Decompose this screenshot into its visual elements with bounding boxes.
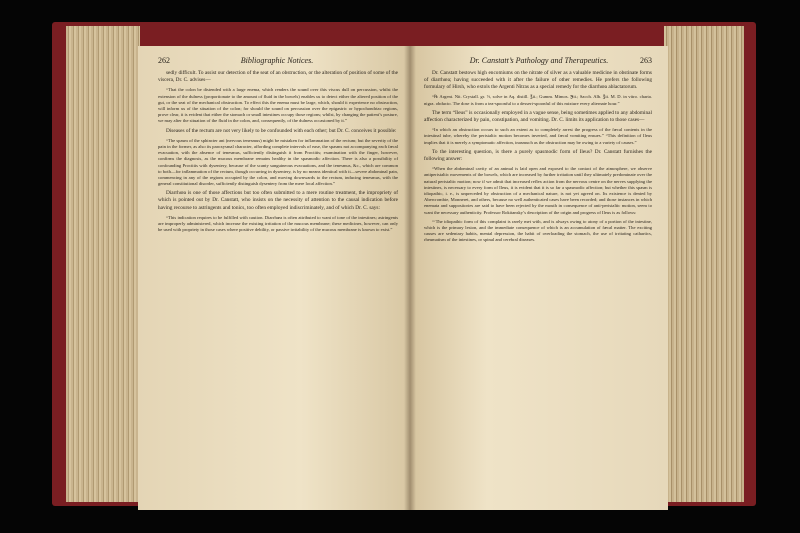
left-page bbox=[138, 46, 410, 510]
right-page-number: 263 bbox=[640, 56, 652, 65]
body-paragraph: Diarrhœa is one of those affections but too often submitted to a mere routine treatment, the impropriety of which is pointed out by Dr. Canstatt, who insists on the necessity of attention to the causal indication before having recourse to astringents and tonics, too often employed indiscriminately, and of which Dr. C. says: bbox=[158, 190, 398, 211]
right-running-header bbox=[424, 56, 652, 65]
book-gutter bbox=[404, 46, 416, 510]
right-page-edges bbox=[664, 26, 744, 502]
quoted-paragraph: “℞ Argent. Nit. Crystall. gr. ½, solve in Aq. distill. ℥ii.; Gumm. Mimos. ℈ii.; Sacch. Alb. ℥ii. M. D. in vitro. charta. nigra. obducto. The dose is from a tea-spoonful to a dessert-spoonful of this mixture every alternate hour.” bbox=[424, 94, 652, 106]
body-paragraph: Dr. Canstatt bestows high encomiums on the nitrate of silver as a valuable medicine in obstinate forms of diarrhœa; having succeeded with it after the failure of other remedies. He prefers the following formulary of Hirsh, who extols the Argenti Nitras as a special remedy for the diarrhœa ablactatorum. bbox=[424, 70, 652, 91]
quoted-paragraph: “When the abdominal cavity of an animal is laid open and exposed to the contact of the atmosphere, we observe antiperistaltic movements of the bowels, which are increased by further irritation until they ultimately predominate over the natural peristaltic motion; now if we admit that increased reflex action from the nervous centre on the nerves supplying the intestines, is necessary to every form of Ileus, it is evident that it is so far a spasmodic affection; but whether this spasm is idiopathic, i. e., is unpreceded by obstruction of a mechanical nature, is not yet agreed on. Its existence is denied by Abercrombie, Monneret, and others, because no well authenticated cases have been recorded; and those instances in which enemata and suppositories are said to have been rejected by the mouth in consequence of anti-peristaltic motion, seem to want the necessary authenticity. Professor Rokitansky’s description of the origin and progress of Ileus is as follows: bbox=[424, 166, 652, 215]
right-page bbox=[410, 46, 668, 510]
left-running-head: Bibliographic Notices. bbox=[240, 56, 314, 65]
right-running-head: Dr. Canstatt’s Pathology and Therapeutics. bbox=[469, 56, 609, 65]
quoted-paragraph: “This indication requires to be fulfilled with caution. Diarrhœa is often attributed to want of tone of the intestines; astringents are improperly administered, which increase the existing irritation of the mucous membrane; these medicines, however, can only be used with propriety in those cases where positive debility, or passive irritability of the mucous membrane is known to exist.” bbox=[158, 214, 398, 233]
left-running-header bbox=[158, 56, 398, 65]
quoted-paragraph: “‘The idiopathic form of this complaint is rarely met with, and is always owing to atony of a portion of the intestine, which is the primary lesion, and the immediate consequence of which is an accumulation of fæcal matter. The exciting causes are sedentary habits, mental depression, the habit of overloading the stomach, the use of irritating cathartics, rheumatism of the intestines, or spinal and cerebral diseases. bbox=[424, 218, 652, 243]
right-page-body bbox=[424, 70, 652, 244]
body-paragraph: Diseases of the rectum are not very likely to be confounded with each other; but Dr. C. conceives it possible: bbox=[166, 127, 397, 134]
body-paragraph: The term “Ileus” is occasionally employed in a vague sense, being sometimes applied to any abdominal affection characterized by pain, constipation, and vomiting. Dr. C. limits its application to those cases— bbox=[424, 109, 652, 124]
quoted-paragraph: “That the colon be distended with a large enema, which renders the sound over this viscus dull on percussion, whilst the extension of the dulness (proportionate to the amount of fluid in the bowels) enables us to detect either the altered position of the gut, or the seat of the mechanical obstruction. To effect this the enema must be large, which, should it experience no obstruction, will inform us of the situation of the colon; for should the sound on percussion over the epigastric or hypochondriac regions, prove clear, it is evident that either the stomach or small intestines occupy those regions; whilst, by changing the patient’s posture, we may alter the situation of the fluid in the colon, and, consequently, of the dulness occasioned by it.” bbox=[158, 87, 398, 124]
left-page-number: 262 bbox=[158, 56, 170, 65]
body-paragraph: sedly difficult. To assist our detection of the seat of an obstruction, or the alteration of position of some of the viscera, Dr. C. advises— bbox=[158, 70, 398, 84]
body-paragraph: To the interesting question, is there a purely spasmodic form of Ileus? Dr. Canstatt furnishes the following answer: bbox=[424, 148, 652, 162]
left-page-edges bbox=[66, 26, 140, 502]
quoted-paragraph: “In which an obstruction occurs to such an extent as to completely arrest the progress of the fæcal contents in the intestinal tube, whereby the peristaltic motion becomes inverted, and fæcal vomiting ensues.” “This definition of Ileus implies that it is merely a symptomatic affection, inasmuch as the obstruction may be owing to a variety of causes.” bbox=[424, 127, 652, 145]
left-page-body bbox=[158, 70, 398, 233]
quoted-paragraph: “The spasm of the sphincter ani (nervous tenesmus) might be mistaken for inflammation of the rectum; but the severity of the pain in the former, as also its paroxysmal character, affording complete intervals of ease, the spasms not accompanying each fæcal evacuation, with the absence of tenesmus, sufficiently distinguish it from Proctitis; examination with the finger, however, confirms the diagnosis, as the mucous membrane remains healthy in the spasmodic affection. There is also a possibility of confounding Proctitis with dysentery, because of the scanty sanguineous evacuations, and the tenesmus, &c., which are common to both—for inflammation of the rectum, though occurring in dysentery, is by no means identical with it—severe abdominal pain, commencing in any of the regions occupied by the colon, and moving downwards to the rectum, inducing tenesmus, with the general constitutional disorder, sufficiently distinguish dysentery from the mere local affection.” bbox=[158, 137, 398, 187]
